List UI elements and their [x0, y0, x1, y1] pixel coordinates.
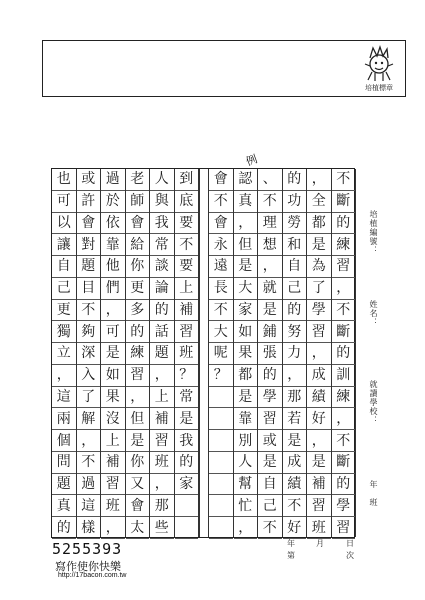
grid-cell: 但 [126, 408, 150, 430]
grid-cell: 大 [209, 321, 233, 343]
grid-cell: 是 [258, 300, 282, 322]
grid-cell: 上 [175, 278, 199, 300]
grid-cell: ， [101, 300, 125, 322]
grid-cell: 些 [150, 517, 174, 539]
grid-cell [209, 387, 233, 409]
grid-cell [209, 517, 233, 539]
grid-cell: 習 [258, 408, 282, 430]
grid-cell: 成 [283, 452, 307, 474]
grid-cell: 老 [126, 169, 150, 191]
grid-cell: 己 [283, 278, 307, 300]
grid-cell: 補 [175, 300, 199, 322]
grid-cell: 、 [258, 169, 282, 191]
grid-cell: ， [258, 256, 282, 278]
mascot-stamp-icon [359, 42, 399, 82]
grid-cell: 補 [101, 452, 125, 474]
grid-cell: 學 [332, 495, 356, 517]
grid-cell: 是 [307, 234, 331, 256]
grid-cell: 不 [209, 191, 233, 213]
grid-cell: 或 [77, 169, 101, 191]
grid-cell: 談 [150, 256, 174, 278]
grid-cell [209, 408, 233, 430]
grid-cell: 的 [283, 169, 307, 191]
grid-cell: 太 [126, 517, 150, 539]
grid-cell: 績 [283, 474, 307, 496]
grid-cell: 理 [258, 213, 282, 235]
date-day: 日 [346, 539, 354, 548]
grid-cell: 入 [77, 365, 101, 387]
grid-cell [209, 430, 233, 452]
grid-cell: 遠 [209, 256, 233, 278]
grid-cell: 班 [175, 343, 199, 365]
grid-column [126, 169, 151, 537]
grid-cell: 的 [332, 213, 356, 235]
grid-cell: 許 [77, 191, 101, 213]
grid-cell: 題 [77, 256, 101, 278]
grid-cell: 要 [175, 256, 199, 278]
grid-cell: ， [307, 343, 331, 365]
grid-cell: 果 [234, 343, 258, 365]
grid-cell: 靠 [234, 408, 258, 430]
grid-cell: ？ [209, 365, 233, 387]
grid-cell: 的 [332, 474, 356, 496]
grid-cell: 會 [126, 213, 150, 235]
grid-cell: 沒 [101, 408, 125, 430]
grid-cell: 不 [258, 191, 282, 213]
grid-cell: 或 [258, 430, 282, 452]
grid-cell: 過 [77, 474, 101, 496]
grid-cell: 到 [175, 169, 199, 191]
grid-cell: 我 [175, 430, 199, 452]
grid-cell: 班 [150, 452, 174, 474]
grid-cell: 那 [283, 387, 307, 409]
grid-cell: 不 [332, 169, 356, 191]
grid-cell: 個 [52, 430, 76, 452]
stamp-caption: 培植標章 [365, 84, 393, 92]
label-name: 姓名： [369, 300, 378, 327]
grid-cell: ， [150, 365, 174, 387]
grid-cell: 會 [126, 495, 150, 517]
grid-cell: 要 [175, 213, 199, 235]
grid-column [175, 169, 200, 537]
grid-cell: 他 [101, 256, 125, 278]
grid-cell: 是 [258, 452, 282, 474]
grid-cell: 是 [126, 430, 150, 452]
grid-cell: 多 [126, 300, 150, 322]
grid-cell: 的 [150, 300, 174, 322]
grid-cell: 都 [307, 213, 331, 235]
grid-cell: 的 [258, 365, 282, 387]
grid-cell: ， [126, 387, 150, 409]
grid-cell: 底 [175, 191, 199, 213]
grid-cell: 獨 [52, 321, 76, 343]
grid-cell: 果 [101, 387, 125, 409]
grid-cell: 靠 [101, 234, 125, 256]
grid-cell: 長 [209, 278, 233, 300]
grid-cell: 張 [258, 343, 282, 365]
grid-cell: 我 [150, 213, 174, 235]
grid-cell: 可 [101, 321, 125, 343]
grid-cell: 練 [332, 387, 356, 409]
grid-cell: 讓 [52, 234, 76, 256]
grid-cell: 班 [101, 495, 125, 517]
grid-cell: 家 [234, 300, 258, 322]
grid-cell: 認 [234, 169, 258, 191]
grid-cell: 好 [283, 517, 307, 539]
grid-column [101, 169, 126, 537]
grid-cell: 真 [234, 191, 258, 213]
grid-cell: 是 [101, 343, 125, 365]
grid-cell: 是 [283, 430, 307, 452]
grid-cell: 常 [175, 387, 199, 409]
brand-url: http://17bacon.com.tw [58, 572, 127, 579]
grid-cell [175, 495, 199, 517]
grid-cell: 更 [126, 278, 150, 300]
grid-cell: 補 [307, 474, 331, 496]
grid-cell: 的 [175, 452, 199, 474]
grid-cell: 上 [101, 430, 125, 452]
grid-cell: 上 [150, 387, 174, 409]
grid-cell: 練 [126, 343, 150, 365]
grid-cell: 績 [307, 387, 331, 409]
label-teacher-id: 培植編號： [369, 210, 378, 255]
header-box [42, 40, 406, 97]
grid-cell: 大 [234, 278, 258, 300]
margin-annotation: 例 [244, 152, 260, 169]
grid-cell: 習 [307, 495, 331, 517]
grid-cell: 想 [258, 234, 282, 256]
grid-cell: 與 [150, 191, 174, 213]
grid-cell: 兩 [52, 408, 76, 430]
grid-cell [209, 474, 233, 496]
grid-cell: 那 [150, 495, 174, 517]
grid-cell: 樣 [77, 517, 101, 539]
grid-cell: 常 [150, 234, 174, 256]
grid-cell: 師 [126, 191, 150, 213]
center-fold-gap [199, 169, 209, 537]
grid-cell: ， [307, 430, 331, 452]
grid-cell: 和 [283, 234, 307, 256]
grid-cell: 你 [126, 452, 150, 474]
grid-cell: 習 [332, 256, 356, 278]
label-grade: 年 班 [369, 480, 378, 507]
grid-cell: ， [77, 430, 101, 452]
grid-cell: 幫 [234, 474, 258, 496]
grid-cell: 習 [126, 365, 150, 387]
grid-cell: 自 [283, 256, 307, 278]
grid-cell: 都 [234, 365, 258, 387]
brand-slogan: 寫作使你快樂 [55, 560, 121, 573]
grid-cell: 別 [234, 430, 258, 452]
grid-cell: 話 [150, 321, 174, 343]
grid-cell: ， [332, 408, 356, 430]
grid-cell: 深 [77, 343, 101, 365]
grid-cell: 了 [307, 278, 331, 300]
date-year: 年 [287, 539, 295, 548]
grid-cell: 人 [234, 452, 258, 474]
grid-cell: 如 [234, 321, 258, 343]
grid-cell: 題 [150, 343, 174, 365]
writing-grid [51, 168, 355, 538]
grid-cell: 斷 [332, 321, 356, 343]
grid-cell: 的 [283, 300, 307, 322]
grid-column [52, 169, 77, 537]
grid-cell: 問 [52, 452, 76, 474]
grid-cell: 己 [258, 495, 282, 517]
grid-cell: ， [332, 278, 356, 300]
grid-cell: 功 [283, 191, 307, 213]
grid-cell: 學 [258, 387, 282, 409]
grid-cell: 習 [332, 517, 356, 539]
grid-cell [209, 452, 233, 474]
grid-cell: 們 [101, 278, 125, 300]
grid-cell: 你 [126, 256, 150, 278]
grid-cell: 不 [332, 300, 356, 322]
grid-cell: 的 [332, 343, 356, 365]
grid-cell: 人 [150, 169, 174, 191]
grid-cell: 是 [175, 408, 199, 430]
grid-cell: 好 [307, 408, 331, 430]
grid-cell: ， [234, 517, 258, 539]
grid-cell: 忙 [234, 495, 258, 517]
grid-cell: ， [307, 169, 331, 191]
grid-cell: 若 [283, 408, 307, 430]
grid-cell [209, 495, 233, 517]
grid-cell: 可 [52, 191, 76, 213]
grid-cell: 不 [332, 430, 356, 452]
grid-cell: 努 [283, 321, 307, 343]
grid-cell: 如 [101, 365, 125, 387]
grid-cell: 斷 [332, 191, 356, 213]
grid-cell: 成 [307, 365, 331, 387]
grid-cell: 全 [307, 191, 331, 213]
grid-cell: 夠 [77, 321, 101, 343]
grid-cell: 練 [332, 234, 356, 256]
grid-cell: 家 [175, 474, 199, 496]
grid-cell: 會 [209, 169, 233, 191]
grid-cell: 不 [258, 517, 282, 539]
grid-cell: 習 [175, 321, 199, 343]
grid-cell: 力 [283, 343, 307, 365]
grid-cell: 是 [234, 387, 258, 409]
grid-column [209, 169, 234, 537]
grid-cell: 也 [52, 169, 76, 191]
grid-cell: 於 [101, 191, 125, 213]
grid-cell: 勞 [283, 213, 307, 235]
grid-cell: 對 [77, 234, 101, 256]
grid-cell: 但 [234, 234, 258, 256]
grid-cell: 呢 [209, 343, 233, 365]
grid-cell: 不 [77, 300, 101, 322]
grid-cell: 這 [77, 495, 101, 517]
grid-cell: 了 [77, 387, 101, 409]
grid-cell: 真 [52, 495, 76, 517]
grid-cell: 補 [150, 408, 174, 430]
grid-cell: 過 [101, 169, 125, 191]
grid-cell: 立 [52, 343, 76, 365]
grid-column [150, 169, 175, 537]
grid-cell: 會 [77, 213, 101, 235]
grid-cell: 班 [307, 517, 331, 539]
grid-column [258, 169, 283, 537]
grid-cell: 目 [77, 278, 101, 300]
grid-cell: 就 [258, 278, 282, 300]
grid-cell: ， [52, 365, 76, 387]
grid-cell: 自 [258, 474, 282, 496]
grid-column [307, 169, 332, 537]
grid-cell: 鋪 [258, 321, 282, 343]
grid-cell: 為 [307, 256, 331, 278]
grid-cell: 給 [126, 234, 150, 256]
grid-cell: 不 [283, 495, 307, 517]
grid-cell: 不 [175, 234, 199, 256]
grid-cell: 習 [307, 321, 331, 343]
grid-cell: 論 [150, 278, 174, 300]
grid-cell: 以 [52, 213, 76, 235]
grid-cell: 這 [52, 387, 76, 409]
grid-cell: ， [283, 365, 307, 387]
grid-column [332, 169, 357, 537]
grid-cell: 是 [234, 256, 258, 278]
grid-cell: 是 [307, 452, 331, 474]
grid-cell: ， [234, 213, 258, 235]
grid-cell: 學 [307, 300, 331, 322]
grid-cell: 己 [52, 278, 76, 300]
grid-cell: 永 [209, 234, 233, 256]
grid-cell: 解 [77, 408, 101, 430]
grid-cell: 會 [209, 213, 233, 235]
grid-cell: ？ [175, 365, 199, 387]
grid-cell: 習 [150, 430, 174, 452]
grid-column [77, 169, 102, 537]
grid-cell: 不 [209, 300, 233, 322]
document-code: 5255393 [52, 540, 123, 558]
date-count: 次 [346, 551, 354, 560]
grid-cell: 斷 [332, 452, 356, 474]
date-month: 月 [316, 539, 324, 548]
grid-cell: 訓 [332, 365, 356, 387]
grid-cell: 習 [101, 474, 125, 496]
grid-cell: 不 [77, 452, 101, 474]
grid-cell: 又 [126, 474, 150, 496]
grid-cell: 題 [52, 474, 76, 496]
grid-column [283, 169, 308, 537]
label-school: 就讀學校： [369, 380, 378, 425]
grid-cell: 依 [101, 213, 125, 235]
grid-cell: 自 [52, 256, 76, 278]
grid-column [234, 169, 259, 537]
grid-cell: 的 [126, 321, 150, 343]
grid-cell: 的 [52, 517, 76, 539]
grid-cell: ， [150, 474, 174, 496]
date-seq: 第 [287, 551, 295, 560]
grid-cell: 更 [52, 300, 76, 322]
grid-cell: ， [101, 517, 125, 539]
grid-cell [175, 517, 199, 539]
